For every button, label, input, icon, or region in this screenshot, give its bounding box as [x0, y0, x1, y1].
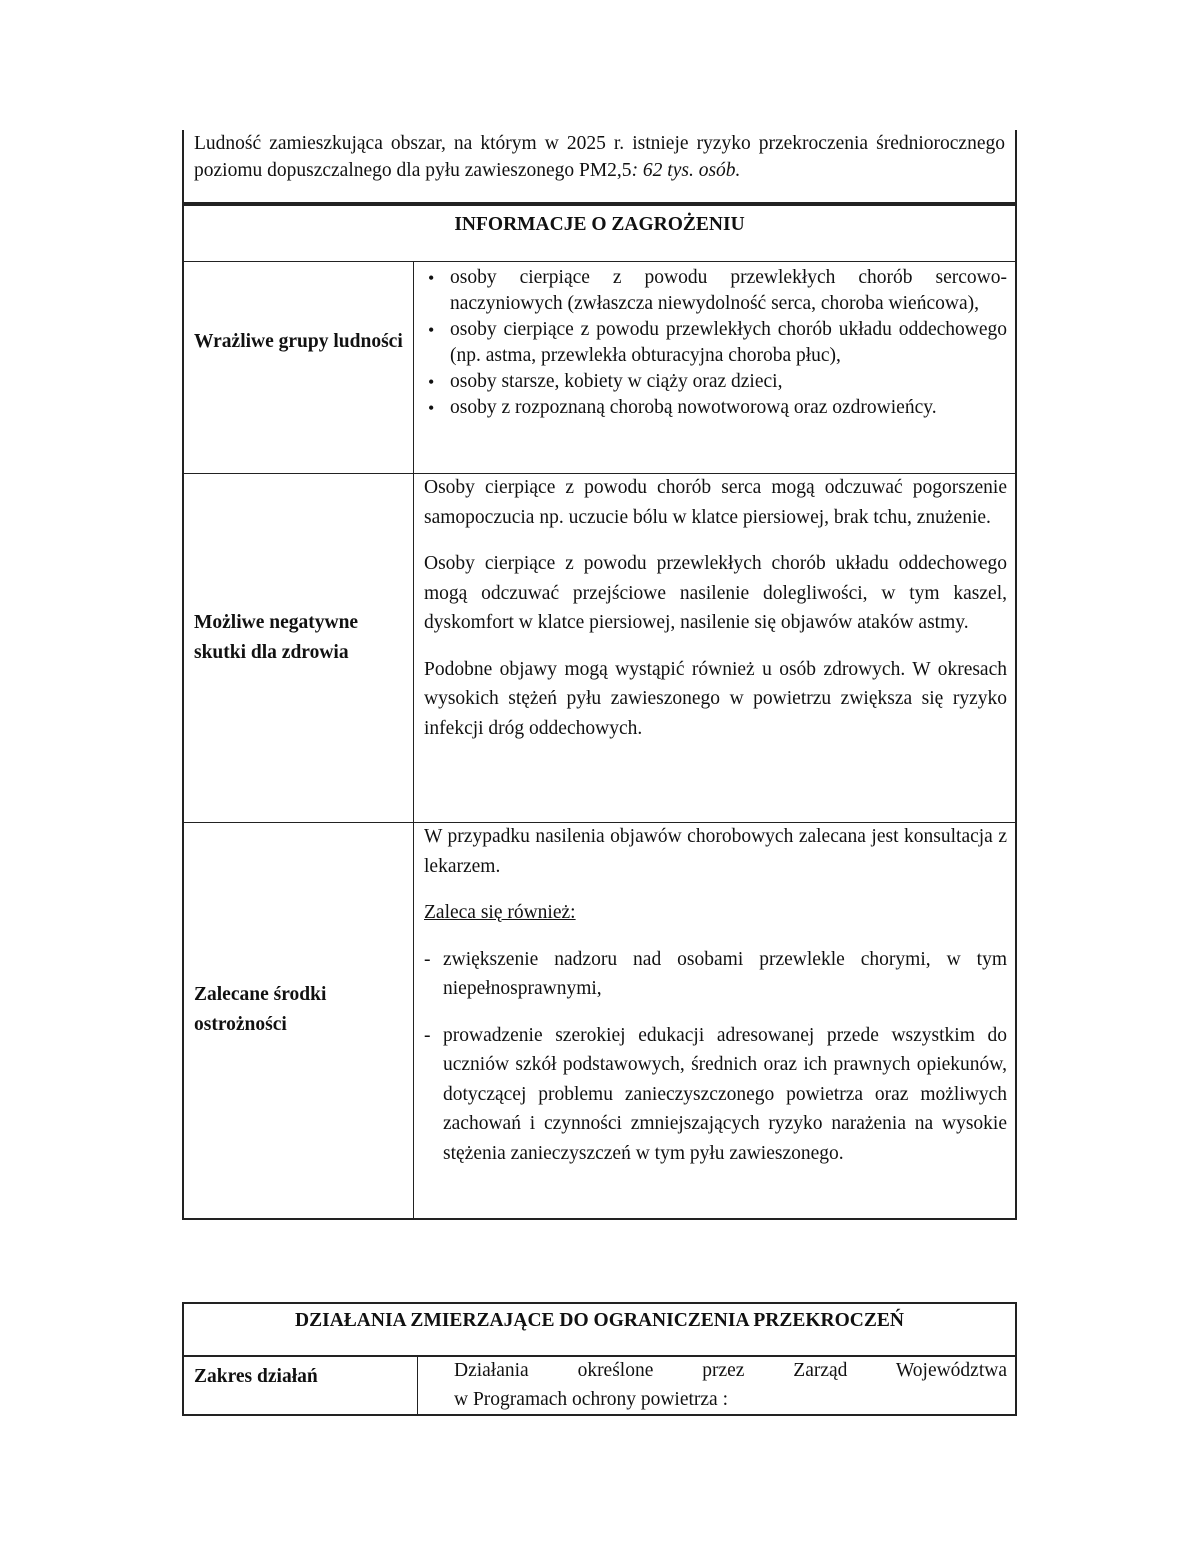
paragraph: W przypadku nasilenia objawów chorobowych zalecana jest konsultacja z lekarzem.	[424, 826, 1007, 877]
list-item: • osoby cierpiące z powodu przewlekłych chorób układu oddechowego (np. astma, przewlekła obturacyjna choroba płuc),	[424, 317, 1007, 369]
paragraph: Podobne objawy mogą wystąpić również u osób zdrowych. W okresach wysokich stężeń pyłu zawieszonego w powietrzu zwiększa się ryzyko infekcji dróg oddechowych.	[424, 658, 1007, 739]
list-item: • osoby z rozpoznaną chorobą nowotworową oraz ozdrowieńcy.	[424, 395, 1007, 421]
population-at-risk-text	[184, 130, 1015, 202]
row-label-health-effects: Możliwe negatywne skutki dla zdrowia	[194, 612, 359, 663]
paragraph: Osoby cierpiące z powodu chorób serca mogą odczuwać pogorszenie samopoczucia np. uczucie bólu w klatce piersiowej, brak tchu, znużenie.	[424, 477, 1007, 528]
population-text-main: Ludność zamieszkująca obszar, na którym w 2025 r. istnieje ryzyko przekroczenia średniorocznego poziomu dopuszczalnego dla pyłu zawieszonego PM2,5	[194, 133, 1005, 181]
header-divider	[184, 261, 1015, 262]
sensitive-groups-cell	[424, 265, 1007, 421]
hazard-info-header: INFORMACJE O ZAGROŻENIU	[454, 214, 745, 235]
actions-table	[182, 1302, 1017, 1416]
list-item: • osoby cierpiące z powodu przewlekłych chorób sercowo-naczyniowych (zwłaszcza niewydolność serca, choroba wieńcowa),	[424, 265, 1007, 317]
list-item: • osoby starsze, kobiety w ciąży oraz dzieci,	[424, 369, 1007, 395]
population-text-count: : 62 tys. osób.	[631, 160, 741, 181]
precautions-subheading: Zaleca się również:	[424, 902, 576, 923]
dash-list-item: - zwiększenie nadzoru nad osobami przewlekle chorymi, w tym niepełnosprawnymi,	[424, 948, 1007, 999]
sensitive-groups-list	[424, 265, 1007, 421]
precautions-cell	[424, 822, 1007, 1185]
row-label-precautions: Zalecane środki ostrożności	[194, 984, 327, 1035]
hazard-info-table	[182, 130, 1017, 1220]
column-divider	[417, 1357, 418, 1414]
column-divider	[413, 261, 414, 1218]
row-label-scope: Zakres działań	[194, 1366, 318, 1387]
scope-text-line-1: Działania określone przez Zarząd Województwa	[454, 1360, 1007, 1381]
scope-text-line-2: w Programach ochrony powietrza :	[454, 1389, 728, 1410]
paragraph: Osoby cierpiące z powodu przewlekłych chorób układu oddechowego mogą odczuwać przejściowe nasilenie dolegliwości, w tym kaszel, dyskomfort w klatce piersiowej, nasilenie się objawów ataków astmy.	[424, 553, 1007, 633]
dash-list-item: - prowadzenie szerokiej edukacji adresowanej przede wszystkim do uczniów szkół podstawowych, średnich oraz ich prawnych opiekunów, dotyczącej problemu zanieczyszczonego powietrza oraz możliwych zachowań i czynności zmniejszających ryzyko narażenia na wysokie stężenia zanieczyszczeń w tym pyłu zawieszonego.	[424, 1024, 1007, 1164]
row-label-sensitive-groups: Wrażliwe grupy ludności	[194, 331, 403, 352]
scope-cell	[454, 1356, 1007, 1414]
health-effects-cell	[424, 473, 1007, 760]
actions-header: DZIAŁANIA ZMIERZAJĄCE DO OGRANICZENIA PRZEKROCZEŃ	[295, 1310, 904, 1331]
